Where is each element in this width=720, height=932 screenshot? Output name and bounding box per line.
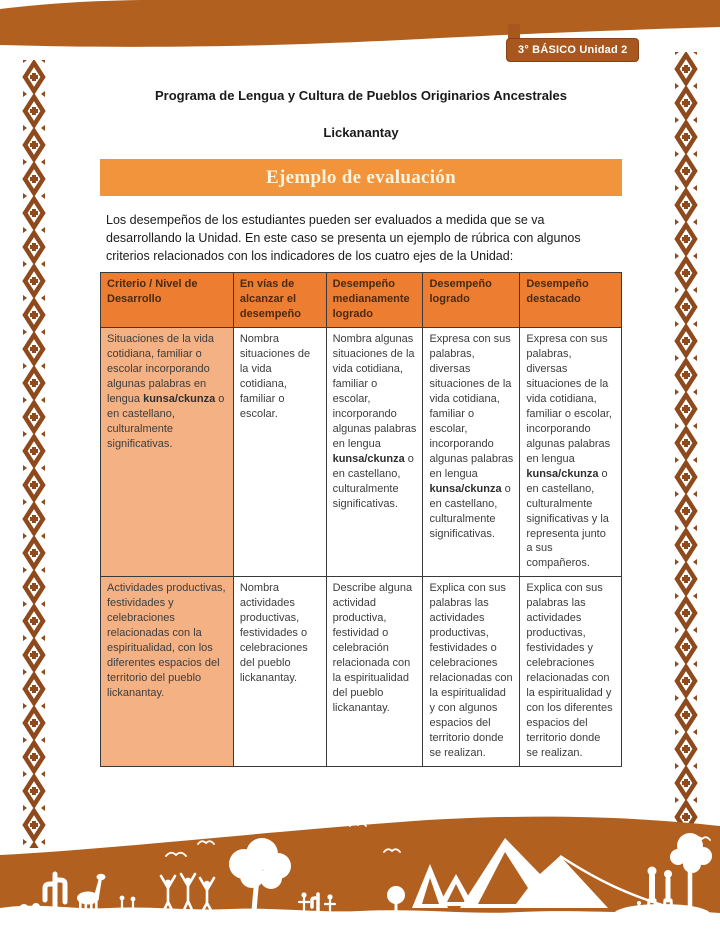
document-body <box>100 88 622 767</box>
criteria-cell: Situaciones de la vida cotidiana, familiar o escolar incorporando algunas palabras en lengua kunsa/ckunza o en castellano, culturalmente significativas. <box>101 328 234 577</box>
textile-border-right-icon <box>674 52 698 852</box>
rubric-cell: Nombra situaciones de la vida cotidiana, familiar o escolar. <box>233 328 326 577</box>
rubric-cell: Nombra actividades productivas, festividades o celebraciones del pueblo lickanantay. <box>233 577 326 766</box>
column-header-medianamente: Desempeño medianamente logrado <box>326 273 423 328</box>
rubric-header-row <box>101 273 622 328</box>
column-header-destacado: Desempeño destacado <box>520 273 622 328</box>
program-title: Programa de Lengua y Cultura de Pueblos Originarios Ancestrales <box>154 88 568 103</box>
rubric-row-situaciones <box>101 328 622 577</box>
desert-landscape-illustration <box>0 812 720 932</box>
intro-paragraph: Los desempeños de los estudiantes pueden ser evaluados a medida que se va desarrollando la Unidad. En este caso se presenta un ejemplo de rúbrica con algunos criterios relacionados con los indicadores de los cuatro ejes de la Unidad: <box>106 213 581 263</box>
column-header-logrado: Desempeño logrado <box>423 273 520 328</box>
column-header-criterio: Criterio / Nivel de Desarrollo <box>101 273 234 328</box>
textile-border-left-icon <box>22 60 46 848</box>
criteria-cell: Actividades productivas, festividades y celebraciones relacionadas con la espiritualidad, con los diferentes espacios del territorio del pueblo lickanantay. <box>101 577 234 766</box>
rubric-cell: Describe alguna actividad productiva, festividad o celebración relacionada con la espiritualidad del pueblo lickanantay. <box>326 577 423 766</box>
rubric-row-actividades <box>101 577 622 766</box>
rubric-cell: Expresa con sus palabras, diversas situaciones de la vida cotidiana, familiar o escolar, incorporando algunas palabras en lengua kunsa/ckunza o en castellano, culturalmente significativas. <box>423 328 520 577</box>
column-header-en-vias: En vías de alcanzar el desempeño <box>233 273 326 328</box>
rubric-cell: Expresa con sus palabras, diversas situaciones de la vida cotidiana, familiar o escolar, incorporando algunas palabras en lengua kunsa/ckunza o en castellano, culturalmente significativas y la representa junto a sus compañeros. <box>520 328 622 577</box>
rubric-cell: Explica con sus palabras las actividades productivas, festividades o celebraciones relacionadas con la espiritualidad y con algunos espacios del territorio donde se realizan. <box>423 577 520 766</box>
culture-subtitle: Lickanantay <box>323 125 399 140</box>
rubric-cell: Explica con sus palabras las actividades productivas, festividades y celebraciones relacionadas con la espiritualidad y con los diferentes espacios del territorio donde se realizan. <box>520 577 622 766</box>
section-banner-title: Ejemplo de evaluación <box>266 166 456 188</box>
unit-badge: 3° BÁSICO Unidad 2 <box>506 38 639 62</box>
rubric-cell: Nombra algunas situaciones de la vida cotidiana, familiar o escolar, incorporando algunas palabras en lengua kunsa/ckunza o en castellano, culturalmente significativas. <box>326 328 423 577</box>
rubric-table <box>100 272 622 767</box>
section-banner <box>100 159 622 196</box>
